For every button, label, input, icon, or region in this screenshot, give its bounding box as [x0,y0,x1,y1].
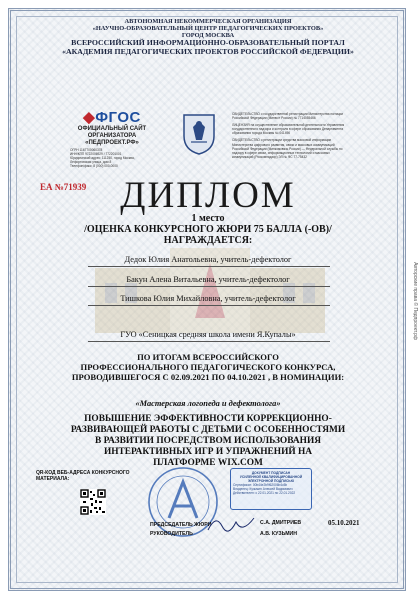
results-line-2: ПРОФЕССИОНАЛЬНОГО ПЕДАГОГИЧЕСКОГО КОНКУРСА, [80,362,336,372]
requisite-line: Телефон/факс: 8 (000) 000-0000 [70,164,118,169]
work-title-line: В РАЗВИТИИ ПОСРЕДСТВОМ ИСПОЛЬЗОВАНИЯ [94,436,322,446]
fgos-logo-text: ФГОС [95,109,141,126]
divider [88,341,330,342]
header-line-3: ГОРОД МОСКВА [181,32,235,39]
awardee-name: Дедок Юлия Анатольевна, учитель-дефектолог [124,255,292,264]
header-line-2: «НАУЧНО-ОБРАЗОВАТЕЛЬНЫЙ ЦЕНТР ПЕДАГОГИЧЕСКИХ ПРОЕКТОВ» [92,25,324,32]
work-title-line: ПЛАТФОРМЕ WIX.COM [153,458,263,468]
results-line-3: ПРОВОДИВШЕГОСЯ С 02.09.2021 ПО 04.10.2021 , В НОМИНАЦИИ: [71,372,345,382]
official-line-1: ОФИЦИАЛЬНЫЙ САЙТ [77,126,147,132]
work-title-line: РАЗВИВАЮЩЕЙ РАБОТЫ С ДЕТЬМИ С ОСОБЕННОСТЯМИ [70,425,346,435]
requisite-line: Лефортовская улица, дом 8 [70,160,112,165]
signature-icon [206,512,256,538]
header-line-4: ВСЕРОССИЙСКИЙ ИНФОРМАЦИОННО-ОБРАЗОВАТЕЛЬНЫЙ ПОРТАЛ [71,38,345,47]
coat-of-arms-icon [180,112,218,156]
stamp-owner: Владелец: Кузьмин Алексей Вадимович [233,487,293,491]
vertical-note: Авторские права © Педпроект.рф [412,262,418,340]
header-line-1: АВТОНОМНАЯ НЕКОММЕРЧЕСКАЯ ОРГАНИЗАЦИЯ [124,18,292,25]
chair-name: С.А. ДМИТРИЕВ [260,520,302,526]
head-role: РУКОВОДИТЕЛЬ [150,531,193,537]
stamp-cert: Сертификат: 00b44e2b9f62006b4c5b [233,483,288,487]
e-signature-stamp [230,468,312,510]
awarded-heading: НАГРАЖДАЕТСЯ: [163,235,253,246]
requisite-line: Юридический адрес: 111250, город Москва, [70,156,135,161]
requisites [70,148,174,168]
requisite-line: ОГРН 1167700060378 [70,148,103,152]
stamp-title: ДОКУМЕНТ ПОДПИСАН [251,471,291,475]
official-line-2: ОРГАНИЗАТОРА [87,133,137,139]
chair-role: ПРЕДСЕДАТЕЛЬ ЖЮРИ [150,522,212,528]
divider [88,286,330,287]
certificates [232,112,350,162]
fgos-mark-icon: ◆ [83,109,96,126]
qr-label: QR-КОД ВЕБ-АДРЕСА КОНКУРСНОГО МАТЕРИАЛА: [36,470,130,482]
issue-date: 05.10.2021 [328,519,360,527]
certificate-text: СВИДЕТЕЛЬСТВО о государственной регистрации Министерства юстиции Российской Федерации (Минюст России) № 7714055466 [232,112,344,121]
work-title-line: ПОВЫШЕНИЕ ЭФФЕКТИВНОСТИ КОРРЕКЦИОННО- [84,414,332,424]
place: 1 место [191,213,225,224]
certificate-text: ЛИЦЕНЗИЯ на осуществление образовательной деятельности Управления государственного надзора и контроля в сфере образования Департамента образования города Москвы № 041496 [232,123,345,136]
stamp-valid: Действителен: с 22.01.2021 по 22.01.2022 [233,491,296,495]
fgos-logo [68,108,156,126]
awardee-name: Бакун Алена Витальевна, учитель-дефектолог [126,275,290,284]
registration-number: ЕА №71939 [40,182,87,192]
header-line-5: «АКАДЕМИЯ ПЕДАГОГИЧЕСКИХ ПРОЕКТОВ РОССИЙСКОЙ ФЕДЕРАЦИИ» [62,47,354,56]
fgos-logo-block [68,108,156,147]
results-line-1: ПО ИТОГАМ ВСЕРОССИЙСКОГО [137,352,279,362]
head-name: А.В. КУЗЬМИН [260,531,297,537]
nomination: «Мастерская логопеда и дефектолога» [135,399,281,408]
work-title-line: ИНТЕРАКТИВНЫХ ИГР И УПРАЖНЕНИЙ НА [103,447,313,457]
divider [88,305,330,306]
school-name: ГУО «Сеницкая средняя школа имени Я.Купалы» [120,330,296,339]
stamp-title: ЭЛЕКТРОННОЙ ПОДПИСЬЮ [247,479,295,483]
qr-code-icon [80,489,106,515]
diploma-title: ДИПЛОМ [120,175,296,216]
stamp-title: УСИЛЕННОЙ КВАЛИФИЦИРОВАННОЙ [239,475,303,479]
official-site: «ПЕДПРОЕКТ.РФ» [85,140,139,146]
awardee-name: Тишкова Юлия Михайловна, учитель-дефектолог [120,294,296,303]
jury-score: /ОЦЕНКА КОНКУРСНОГО ЖЮРИ 75 БАЛЛА (-ОВ)/ [84,224,332,235]
certificate-text: СВИДЕТЕЛЬСТВО о регистрации средства массовой информации Министерства цифрового развития, связи и массовых коммуникаций Российской Федерации (Минкомсвязь России) — Федеральной службы по надзору в сфере связи, информационных технологий и массовых коммуникаций (Роскомнадзор) ЭЛ № ФС 77-75432 [232,138,343,159]
divider [88,266,330,267]
requisite-line: ИНН/КПП 9722006929 / 772201001 [70,152,122,157]
